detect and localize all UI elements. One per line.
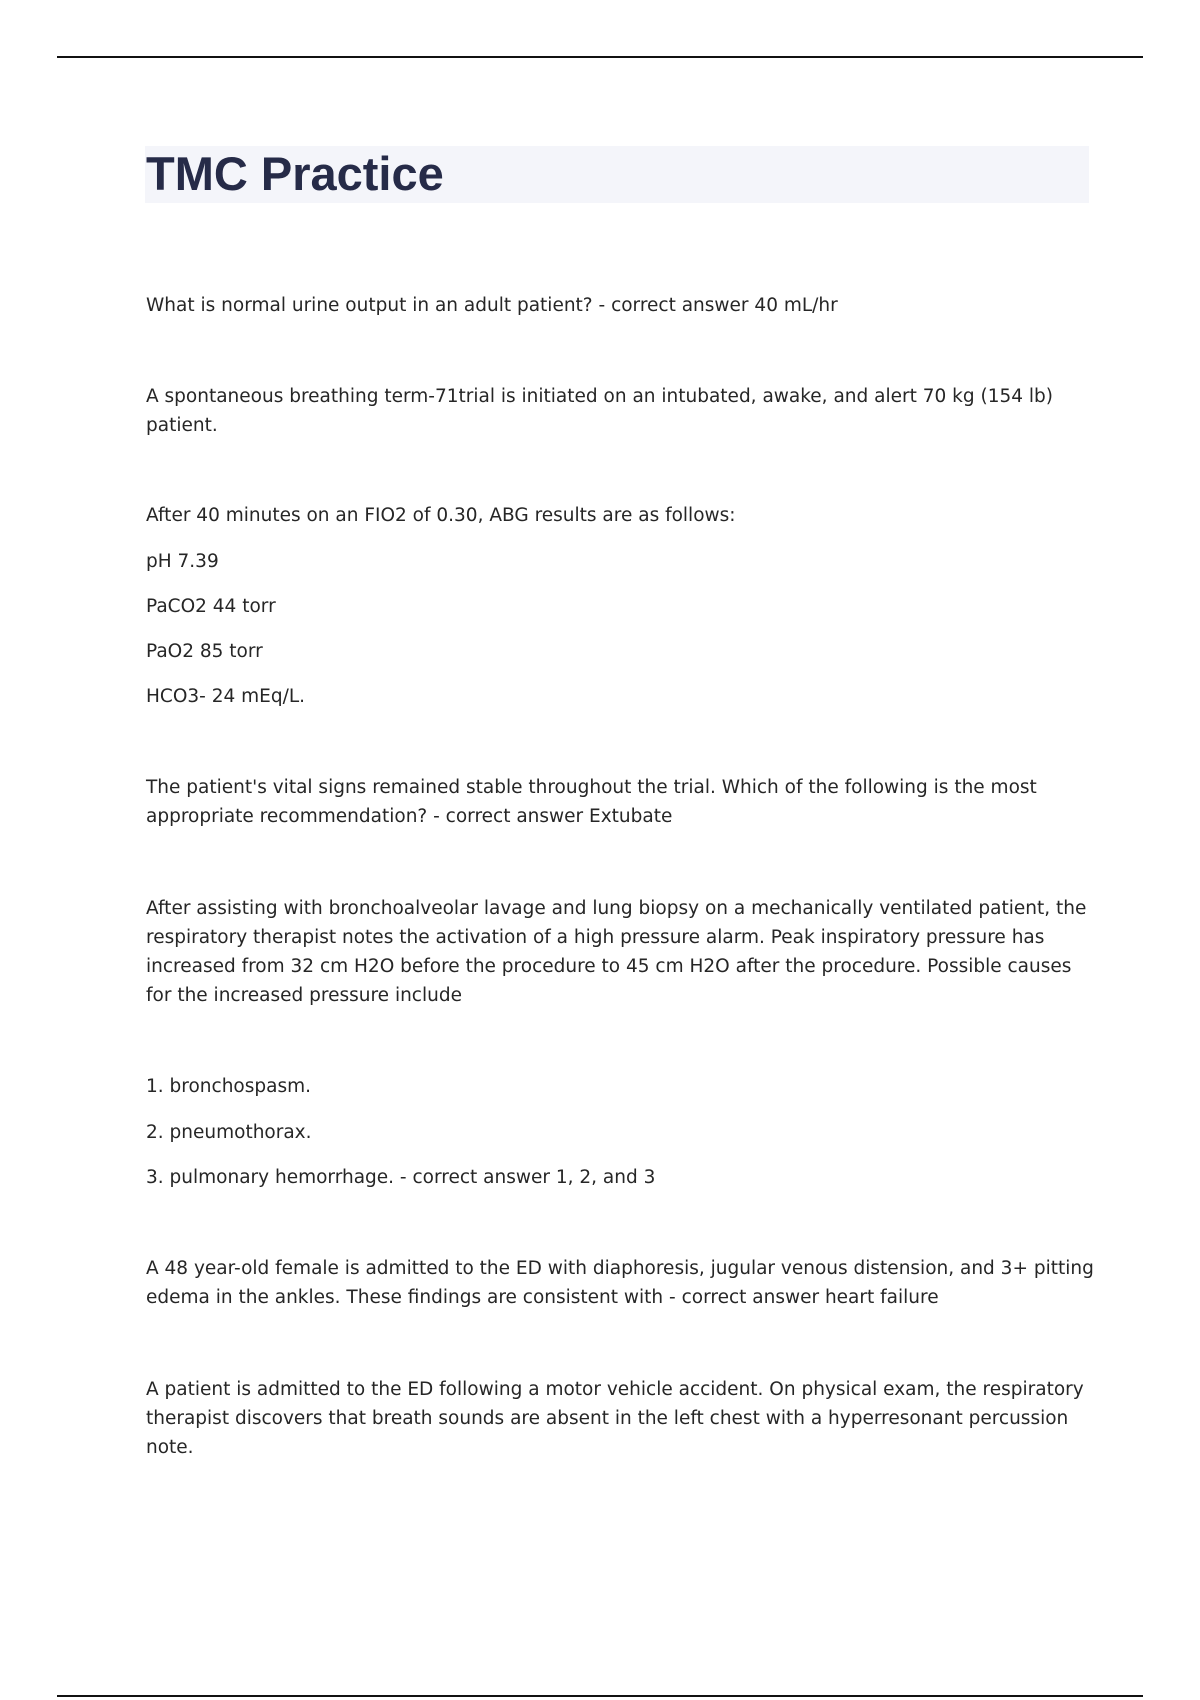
option-2: 2. pneumothorax.: [146, 1122, 312, 1143]
bottom-rule: [57, 1695, 1143, 1697]
abg-hco3: HCO3- 24 mEq/L.: [146, 686, 306, 707]
question-urine-output: What is normal urine output in an adult patient? - correct answer 40 mL/hr: [146, 295, 838, 316]
document-title: TMC Practice: [146, 147, 444, 200]
question-breathing-trial: A spontaneous breathing term-71trial is initiated on an intubated, awake, and alert 70 kg (154 lb) patient.: [146, 386, 1053, 436]
abg-paco2: PaCO2 44 torr: [146, 596, 276, 617]
abg-intro: After 40 minutes on an FIO2 of 0.30, ABG results are as follows:: [146, 505, 736, 526]
option-3: 3. pulmonary hemorrhage. - correct answer 1, 2, and 3: [146, 1167, 656, 1188]
abg-ph: pH 7.39: [146, 551, 219, 572]
question-vital-signs: The patient's vital signs remained stable throughout the trial. Which of the following is the most appropriate recommendation? - correct answer Extubate: [146, 777, 1037, 827]
abg-pao2: PaO2 85 torr: [146, 641, 263, 662]
question-motor-vehicle-accident: A patient is admitted to the ED following a motor vehicle accident. On physical exam, the respiratory therapist discovers that breath sounds are absent in the left chest with a hyperresonant percussion note.: [146, 1379, 1084, 1458]
option-1: 1. bronchospasm.: [146, 1076, 311, 1097]
question-high-pressure-alarm: After assisting with bronchoalveolar lavage and lung biopsy on a mechanically ventilated patient, the respiratory therapist notes the activation of a high pressure alarm. Peak inspiratory pressure has increased from 32 cm H2O before the procedure to 45 cm H2O after the procedure. Possible causes for the increased pressure include: [146, 898, 1087, 1006]
top-rule: [57, 56, 1143, 58]
question-heart-failure: A 48 year-old female is admitted to the ED with diaphoresis, jugular venous distension, and 3+ pitting edema in the ankles. These findings are consistent with - correct answer heart failure: [146, 1258, 1094, 1308]
